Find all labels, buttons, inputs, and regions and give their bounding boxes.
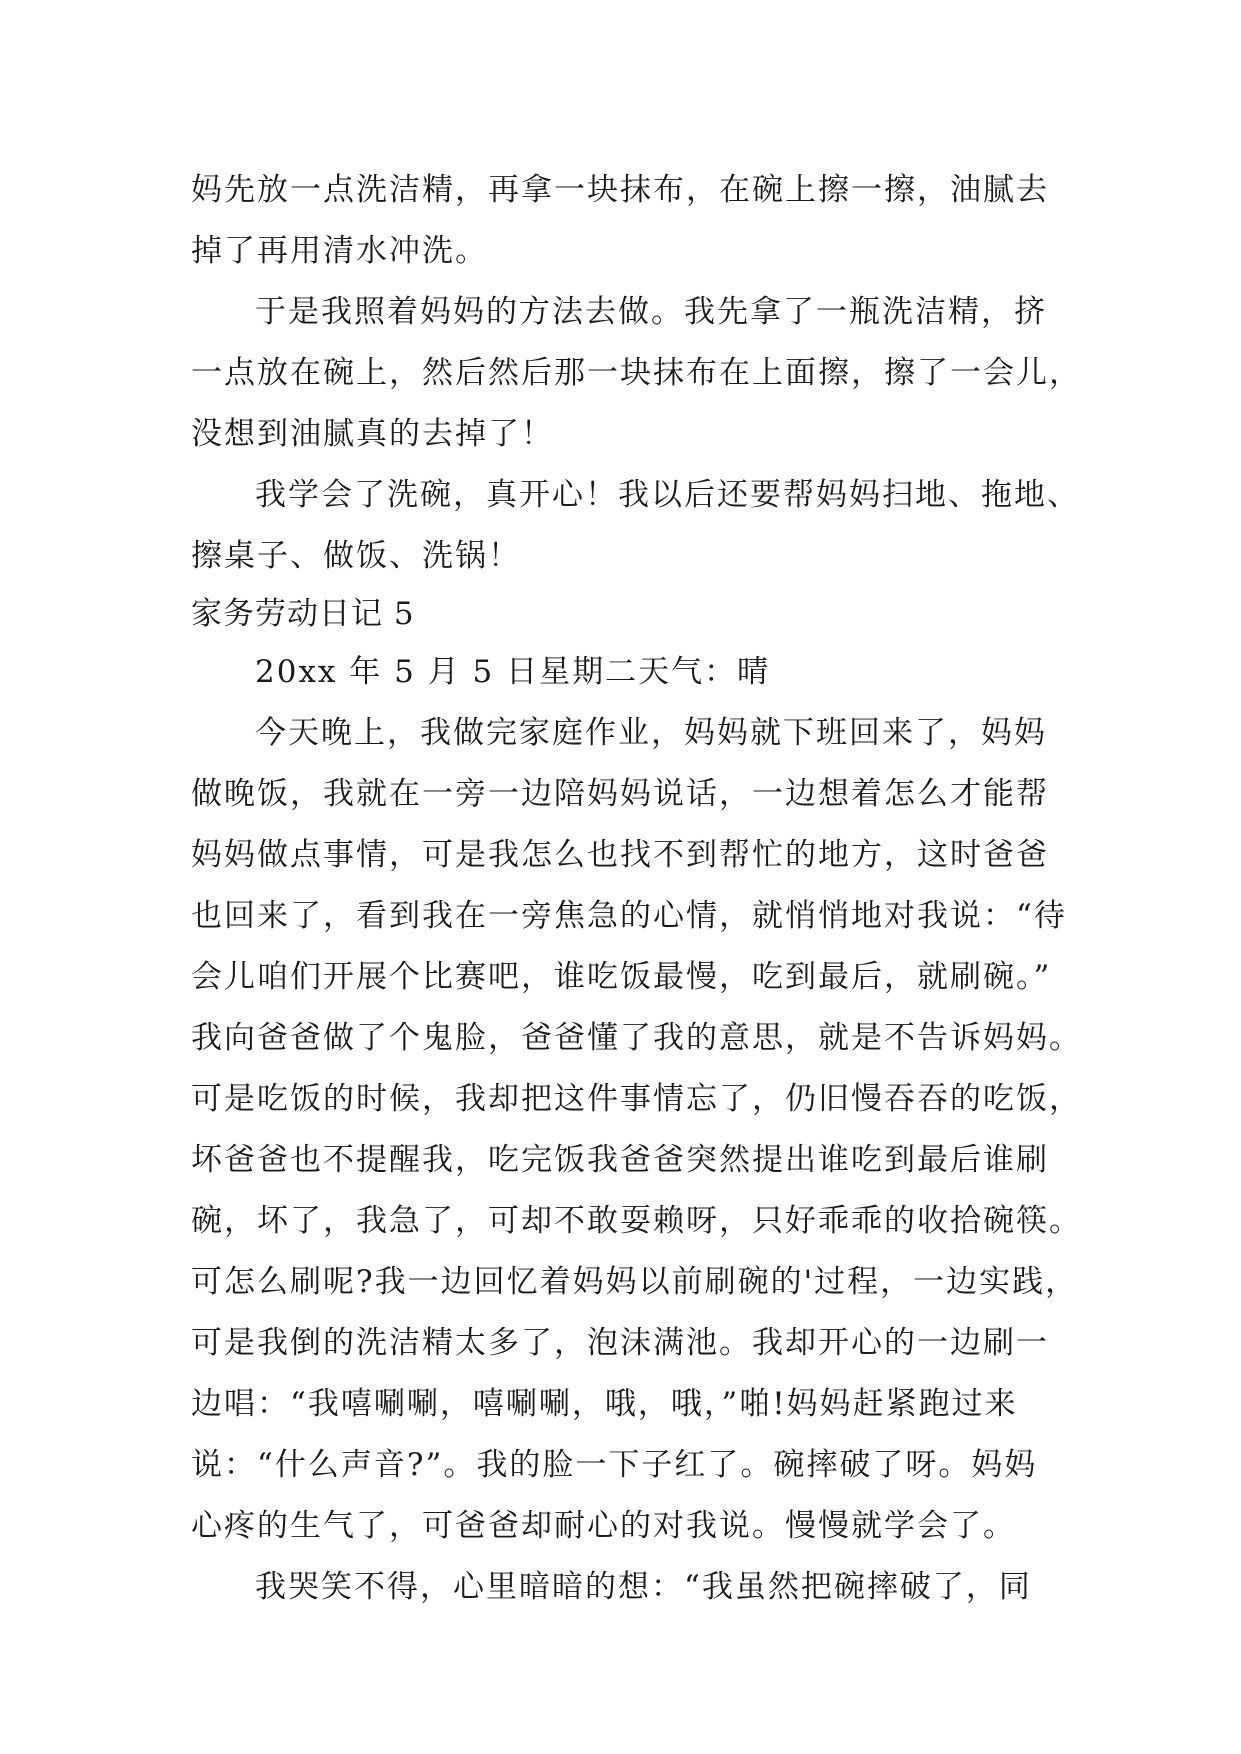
paragraph-start-line: 今天晚上，我做完家庭作业，妈妈就下班回来了，妈妈 — [255, 715, 1047, 751]
text-line: 一点放在碗上，然后然后那一块抹布在上面擦，擦了一会儿， — [191, 355, 1082, 391]
text-line: 会儿咱们开展个比赛吧，谁吃饭最慢，吃到最后，就刷碗。” — [191, 959, 1052, 995]
text-line: 做晚饭，我就在一旁一边陪妈妈说话，一边想着怎么才能帮 — [191, 776, 1049, 812]
body-text — [191, 160, 1082, 1618]
paragraph-start-line: 我学会了洗碗，真开心！我以后还要帮妈妈扫地、拖地、 — [255, 477, 1080, 513]
text-line: 心疼的生气了，可爸爸却耐心的对我说。慢慢就学会了。 — [191, 1508, 1016, 1544]
text-line: 说：“什么声音?”。我的脸一下子红了。碗摔破了呀。妈妈 — [191, 1447, 1038, 1483]
text-line: 我向爸爸做了个鬼脸，爸爸懂了我的意思，就是不告诉妈妈。 — [191, 1020, 1082, 1056]
text-line: 边唱：“我嘻唰唰，嘻唰唰，哦，哦，”啪!妈妈赶紧跑过来 — [191, 1386, 1018, 1422]
text-line: 妈妈做点事情，可是我怎么也找不到帮忙的地方，这时爸爸 — [191, 837, 1049, 873]
date-weather-line: 20xx 年 5 月 5 日星期二天气：晴 — [255, 654, 771, 690]
text-line: 坏爸爸也不提醒我，吃完饭我爸爸突然提出谁吃到最后谁刷 — [191, 1142, 1049, 1178]
text-line: 可是我倒的洗洁精太多了，泡沫满池。我却开心的一边刷一 — [191, 1325, 1049, 1361]
text-line: 碗，坏了，我急了，可却不敢耍赖呀，只好乖乖的收拾碗筷。 — [191, 1203, 1082, 1239]
section-heading: 家务劳动日记 5 — [191, 596, 415, 632]
text-line: 妈先放一点洗洁精，再拿一块抹布，在碗上擦一擦，油腻去 — [191, 172, 1049, 208]
paragraph-start-line: 于是我照着妈妈的方法去做。我先拿了一瓶洗洁精，挤 — [255, 294, 1047, 330]
text-line: 擦桌子、做饭、洗锅！ — [191, 538, 521, 574]
text-line: 也回来了，看到我在一旁焦急的心情，就悄悄地对我说：“待 — [191, 898, 1067, 934]
paragraph-start-line: 我哭笑不得，心里暗暗的想：“我虽然把碗摔破了，同 — [255, 1569, 1032, 1605]
text-line: 掉了再用清水冲洗。 — [191, 233, 488, 269]
text-line: 可怎么刷呢?我一边回忆着妈妈以前刷碗的'过程，一边实践， — [191, 1264, 1079, 1300]
text-line: 没想到油腻真的去掉了！ — [191, 416, 554, 452]
text-line: 可是吃饭的时候，我却把这件事情忘了，仍旧慢吞吞的吃饭， — [191, 1081, 1082, 1117]
